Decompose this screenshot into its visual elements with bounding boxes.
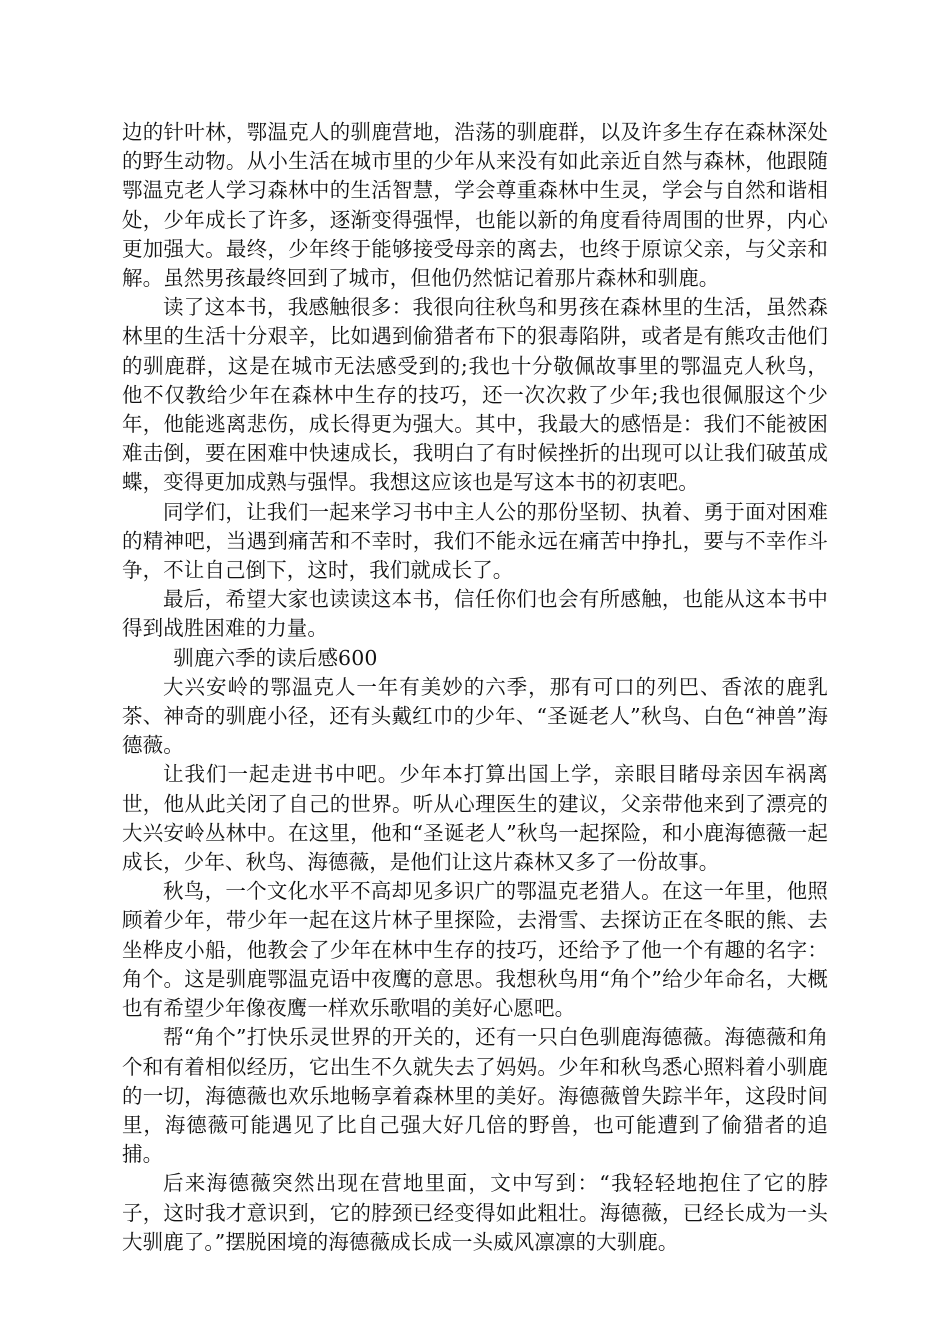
paragraph-3: 同学们，让我们一起来学习书中主人公的那份坚韧、执着、勇于面对困难的精神吧，当遇到痛苦和不幸时，我们不能永远在痛苦中挣扎，要与不幸作斗争，不让自己倒下，这时，我们就成长了。 bbox=[122, 499, 828, 583]
section-heading: 驯鹿六季的读后感600 bbox=[173, 645, 378, 670]
paragraph-7: 秋鸟，一个文化水平不高却见多识广的鄂温克老猎人。在这一年里，他照顾着少年，带少年一起在这片林子里探险，去滑雪、去探访正在冬眠的熊、去坐桦皮小船，他教会了少年在林中生存的技巧，还给予了他一个有趣的名字：角个。这是驯鹿鄂温克语中夜鹰的意思。我想秋鸟用“角个”给少年命名，大概也有希望少年像夜鹰一样欢乐歌唱的美好心愿吧。 bbox=[122, 879, 828, 1021]
paragraph-8: 帮“角个”打快乐灵世界的开关的，还有一只白色驯鹿海德薇。海德薇和角个和有着相似经历，它出生不久就失去了妈妈。少年和秋鸟悉心照料着小驯鹿的一切，海德薇也欢乐地畅享着森林里的美好。海德薇曾失踪半年，这段时间里，海德薇可能遇见了比自己强大好几倍的野兽，也可能遭到了偷猎者的追捕。 bbox=[122, 1025, 828, 1167]
paragraph-9: 后来海德薇突然出现在营地里面，文中写到：“我轻轻地抱住了它的脖子，这时我才意识到，它的脖颈已经变得如此粗壮。海德薇，已经长成为一头大驯鹿了。”摆脱困境的海德薇成长成一头威风凛凛的大驯鹿。 bbox=[122, 1171, 828, 1254]
paragraph-2: 读了这本书，我感触很多：我很向往秋鸟和男孩在森林里的生活，虽然森林里的生活十分艰辛，比如遇到偷猎者布下的狠毒陷阱，或者是有熊攻击他们的驯鹿群，这是在城市无法感受到的;我也十分敬佩故事里的鄂温克人秋鸟，他不仅教给少年在森林中生存的技巧，还一次次救了少年;我也很佩服这个少年，他能逃离悲伤，成长得更为强大。其中，我最大的感悟是：我们不能被困难击倒，要在困难中快速成长，我明白了有时候挫折的出现可以让我们破茧成蝶，变得更加成熟与强悍。我想这应该也是写这本书的初衷吧。 bbox=[122, 295, 828, 495]
paragraph-4: 最后，希望大家也读读这本书，信任你们也会有所感触，也能从这本书中得到战胜困难的力量。 bbox=[122, 587, 828, 641]
paragraph-6: 让我们一起走进书中吧。少年本打算出国上学，亲眼目睹母亲因车祸离世，他从此关闭了自己的世界。听从心理医生的建议，父亲带他来到了漂亮的大兴安岭丛林中。在这里，他和“圣诞老人”秋鸟一起探险，和小鹿海德薇一起成长，少年、秋鸟、海德薇，是他们让这片森林又多了一份故事。 bbox=[122, 762, 828, 875]
paragraph-5: 大兴安岭的鄂温克人一年有美妙的六季，那有可口的列巴、香浓的鹿乳茶、神奇的驯鹿小径，还有头戴红巾的少年、“圣诞老人”秋鸟、白色“神兽”海德薇。 bbox=[122, 674, 828, 758]
paragraph-1: 边的针叶林，鄂温克人的驯鹿营地，浩荡的驯鹿群，以及许多生存在森林深处的野生动物。从小生活在城市里的少年从来没有如此亲近自然与森林，他跟随鄂温克老人学习森林中的生活智慧，学会尊重森林中生灵，学会与自然和谐相处，少年成长了许多，逐渐变得强悍，也能以新的角度看待周围的世界，内心更加强大。最终，少年终于能够接受母亲的离去，也终于原谅父亲，与父亲和解。虽然男孩最终回到了城市，但他仍然惦记着那片森林和驯鹿。 bbox=[122, 120, 828, 291]
document-body bbox=[122, 118, 828, 1257]
